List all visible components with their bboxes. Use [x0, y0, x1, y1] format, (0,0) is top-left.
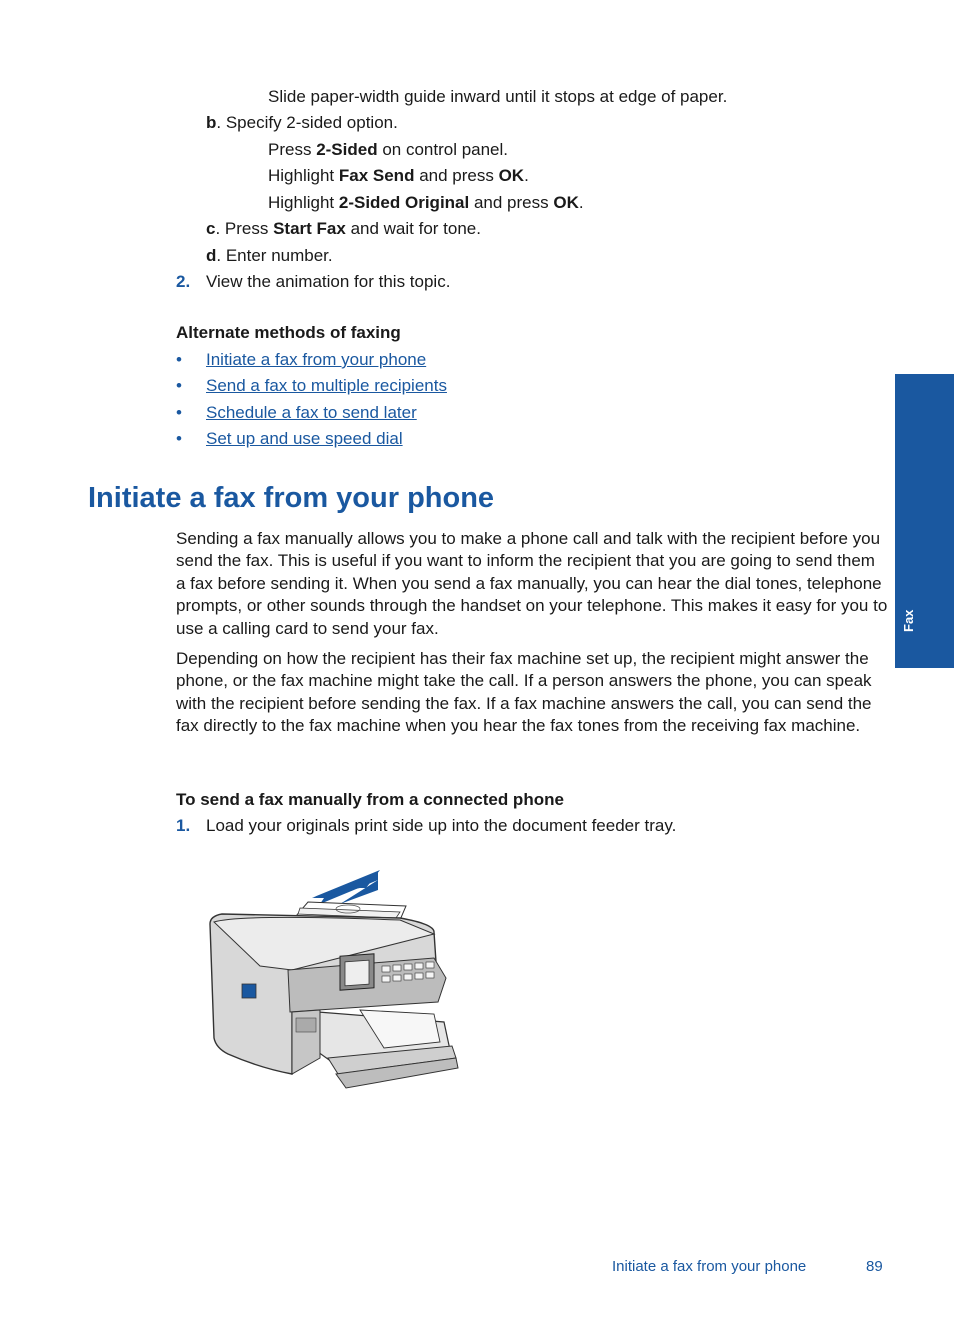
- link-initiate-fax[interactable]: Initiate a fax from your phone: [206, 350, 427, 369]
- hl1-mid: and press: [414, 166, 499, 185]
- step-d: [206, 245, 333, 267]
- step-2: [176, 271, 451, 293]
- footer-title: Initiate a fax from your phone: [612, 1258, 807, 1275]
- hl2-ok: OK: [553, 193, 579, 212]
- hl2-mid: and press: [469, 193, 554, 212]
- hl2-pre: Highlight: [268, 193, 339, 212]
- step-b-press-pre: Press: [268, 140, 317, 159]
- printer-illustration: [200, 862, 462, 1094]
- side-tab-label: Fax: [901, 609, 916, 632]
- step-2-text: View the animation for this topic.: [206, 272, 451, 291]
- link-speed-dial[interactable]: Set up and use speed dial: [206, 429, 403, 448]
- step-b-press: [268, 139, 508, 161]
- bullet-icon: •: [176, 350, 182, 369]
- step-b: [206, 112, 398, 134]
- step-b-text: . Specify 2-sided option.: [216, 113, 398, 132]
- step-1-text: Load your originals print side up into the document feeder tray.: [206, 816, 677, 835]
- bullet-icon: •: [176, 429, 182, 448]
- section-title: Initiate a fax from your phone: [88, 482, 495, 514]
- step-b-press-post: on control panel.: [377, 140, 509, 159]
- step-c-post: and wait for tone.: [345, 219, 481, 238]
- step-b-highlight-1: [268, 165, 529, 187]
- bullet-icon: •: [176, 403, 182, 422]
- alternate-methods-heading: Alternate methods of faxing: [176, 323, 401, 342]
- step-c-pre: . Press: [215, 219, 274, 238]
- bullet-icon: •: [176, 376, 182, 395]
- hl1-ok: OK: [498, 166, 525, 185]
- step-2-number: 2.: [176, 272, 191, 291]
- link-schedule-fax[interactable]: Schedule a fax to send later: [206, 403, 417, 422]
- page-number: 89: [866, 1258, 883, 1275]
- step-c: [206, 218, 481, 240]
- hl1-option: Fax Send: [338, 166, 415, 185]
- hl2-end: .: [578, 193, 584, 212]
- procedure-heading: To send a fax manually from a connected phone: [176, 790, 564, 809]
- step-b-highlight-2: [268, 192, 584, 214]
- step-1: [176, 815, 677, 837]
- hl2-option: 2-Sided Original: [338, 193, 470, 212]
- link-multiple-recipients[interactable]: Send a fax to multiple recipients: [206, 376, 447, 395]
- step-1-number: 1.: [176, 816, 191, 835]
- chapter-side-tab[interactable]: [895, 374, 954, 668]
- step-c-label: c: [206, 219, 216, 238]
- step-a-continuation: Slide paper-width guide inward until it stops at edge of paper.: [268, 87, 728, 106]
- step-b-label: b: [206, 113, 217, 132]
- step-b-press-key: 2-Sided: [316, 140, 378, 159]
- paragraph-1: Sending a fax manually allows you to make a phone call and talk with the recipient before you send the fax. This is useful if you want to inform the recipient that you are going to send them a fax before sending it. When you send a fax manually, you can hear the dial tones, telephone prompts, or other sounds through the handset on your telephone. This makes it easy for you to use a calling card to send your fax.: [176, 529, 888, 638]
- step-d-text: . Enter number.: [216, 246, 333, 265]
- hl1-pre: Highlight: [268, 166, 339, 185]
- hl1-end: .: [524, 166, 529, 185]
- step-c-key: Start Fax: [273, 219, 346, 238]
- step-d-label: d: [206, 246, 217, 265]
- paragraph-2: Depending on how the recipient has their fax machine set up, the recipient might answer the phone, or the fax machine might take the call. If a person answers the phone, you can speak with the recipient before sending the fax. If a fax machine answers the call, you can send the fax directly to the fax machine when you hear the fax tones from the receiving fax machine.: [176, 649, 872, 736]
